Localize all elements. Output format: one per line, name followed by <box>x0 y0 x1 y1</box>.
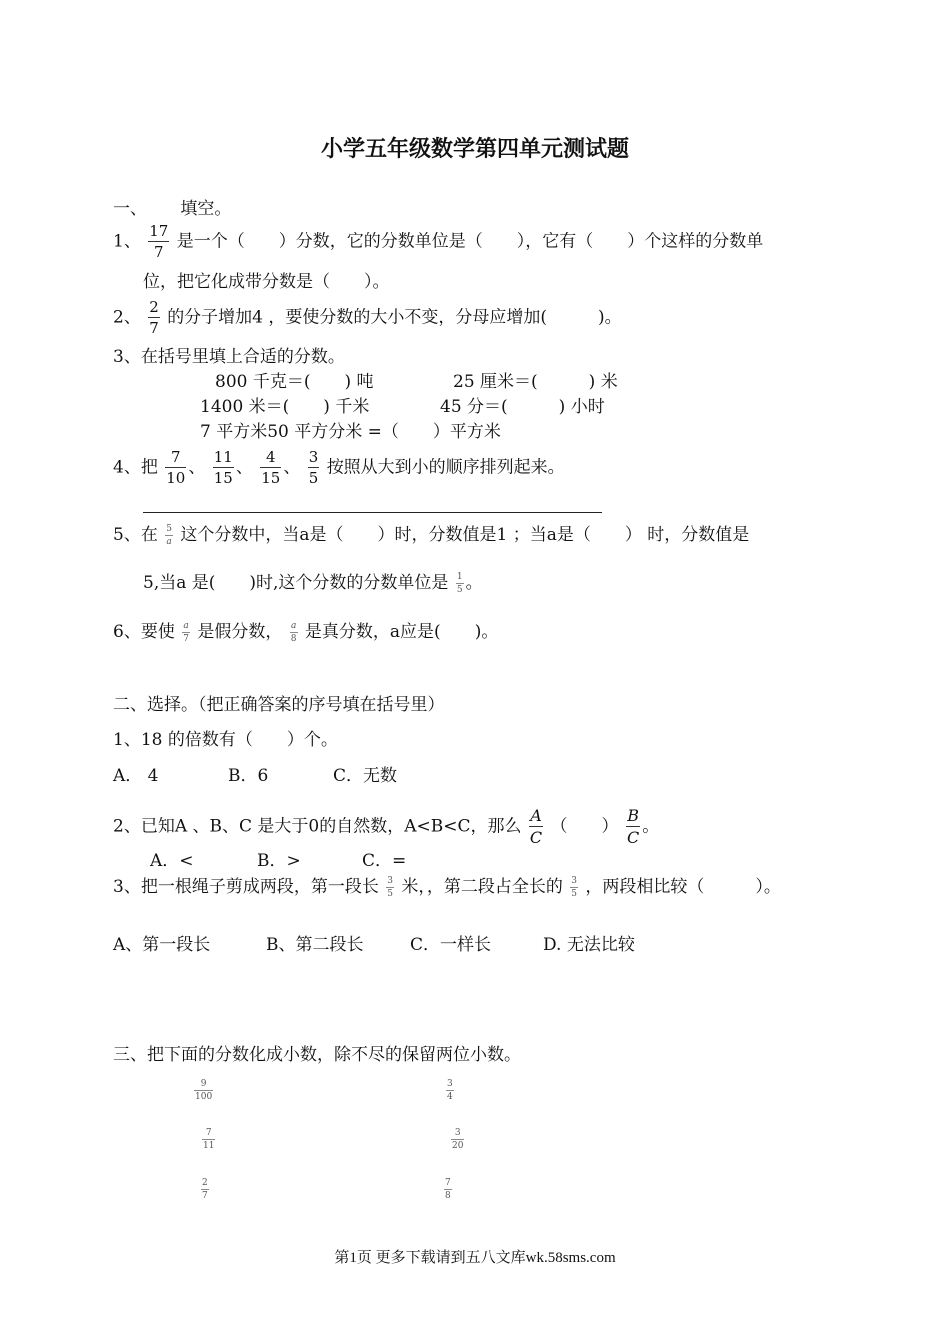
fraction-b-c: $\frac{B}{C}$ <box>626 806 640 847</box>
q1-text-b: 位，把它化成带分数是（ ）。 <box>143 272 390 292</box>
q4-sep-2: 、 <box>235 457 253 478</box>
s3-fraction-7-11: $\frac{7}{11}$ <box>203 1128 215 1151</box>
s3-fraction-2-7: $\frac{2}{7}$ <box>202 1178 208 1201</box>
s2-question-2 <box>113 808 659 846</box>
s2-q2-end: 。 <box>642 816 660 837</box>
q6-suffix: 是真分数，a应是( )。 <box>304 622 499 642</box>
s2-q3-option-b: B、第二段长 <box>266 935 364 955</box>
section1-heading <box>113 198 231 220</box>
q4-suffix: 按照从大到小的顺序排列起来。 <box>326 457 565 478</box>
q6-mid: 是假分数， <box>197 622 283 642</box>
s2-q2-option-a: A．< <box>150 851 194 871</box>
fraction-4-15: $\frac{4}{15}$ <box>261 448 281 487</box>
s2-q1-option-c: C．无数 <box>333 766 398 786</box>
s2-question-3 <box>113 876 781 899</box>
q5-prefix: 5、在 <box>113 525 158 545</box>
s1-question-1 <box>113 224 763 260</box>
fraction-3-5: $\frac{3}{5}$ <box>308 448 319 487</box>
s2-q3-text-a: 3、把一根绳子剪成两段，第一段长 <box>113 877 379 897</box>
s2-q3-text-b: 米，，第二段占全长的 <box>401 877 563 897</box>
s3-fraction-9-100: $\frac{9}{100}$ <box>195 1079 213 1102</box>
q3-row1-b: 25 厘米＝( ) 米 <box>453 372 618 392</box>
s2-q3-option-a: A、第一段长 <box>113 935 211 955</box>
s2-q2-blank: （ ） <box>550 816 619 837</box>
fraction-3-5-share: $\frac{3}{5}$ <box>571 875 578 899</box>
q3-row2-b: 45 分＝( ) 小时 <box>440 397 605 417</box>
q5-line-2 <box>143 572 483 595</box>
section1-heading-text: 填空。 <box>180 199 232 219</box>
q4-sep-3: 、 <box>283 457 301 478</box>
section1-heading-num: 一、 <box>113 199 147 219</box>
q2-text: 的分子增加4 ，要使分数的大小不变，分母应增加( )。 <box>167 307 622 328</box>
s3-fraction-7-8: $\frac{7}{8}$ <box>445 1178 451 1201</box>
q3-row3: 7 平方米50 平方分米 =（ ）平方米 <box>200 422 501 442</box>
page-title: 小学五年级数学第四单元测试题 <box>320 137 629 162</box>
q3-row1-a: 800 千克＝( ) 吨 <box>215 372 374 392</box>
fraction-17-7: $\frac{17}{7}$ <box>149 222 169 261</box>
page-footer: 第1页 更多下载请到五八文库wk.58sms.com <box>334 1250 616 1266</box>
s1-question-2 <box>113 300 622 336</box>
s2-q2-option-b: B．> <box>257 851 301 871</box>
q4-prefix: 4、把 <box>113 457 158 478</box>
s2-q2-text: 2、已知A 、B、C 是大于0的自然数，A<B<C，那么 <box>113 816 522 837</box>
q1-num: 1、 <box>113 231 141 252</box>
q5-text-b: 5,当a 是( )时,这个分数的分数单位是 <box>143 573 449 593</box>
s3-fraction-3-20: $\frac{3}{20}$ <box>452 1128 464 1151</box>
q4-sep-1: 、 <box>188 457 206 478</box>
s2-q1-option-a: A． 4 <box>113 766 159 786</box>
s2-q3-option-c: C．一样长 <box>410 935 492 955</box>
s2-q2-option-c: C．= <box>362 851 407 871</box>
s2-q1-option-b: B．6 <box>228 766 269 786</box>
s1-question-6 <box>113 621 498 644</box>
q1-text-a: 是一个（ ）分数，它的分数单位是（ ），它有（ ）个这样的分数单 <box>176 231 764 252</box>
fraction-a-8: $\frac{a}{8}$ <box>290 620 297 644</box>
fraction-5-a: $\frac{5}{a}$ <box>166 523 172 547</box>
fraction-7-10: $\frac{7}{10}$ <box>166 448 186 487</box>
q6-prefix: 6、要使 <box>113 622 175 642</box>
fraction-11-15: $\frac{11}{15}$ <box>213 448 233 487</box>
q5-end: 。 <box>465 573 483 593</box>
s1-question-3: 3、在括号里填上合适的分数。 <box>113 347 345 367</box>
q4-answer-line <box>143 512 602 513</box>
s2-q3-option-d: D. 无法比较 <box>543 935 635 955</box>
section3-heading: 三、把下面的分数化成小数，除不尽的保留两位小数。 <box>113 1045 521 1065</box>
fraction-a-7: $\frac{a}{7}$ <box>183 620 189 644</box>
s2-question-1: 1、18 的倍数有（ ）个。 <box>113 730 338 750</box>
s3-fraction-3-4: $\frac{3}{4}$ <box>447 1079 453 1102</box>
s1-question-4 <box>113 450 565 486</box>
fraction-2-7: $\frac{2}{7}$ <box>149 298 159 337</box>
fraction-1-5: $\frac{1}{5}$ <box>456 571 463 595</box>
s2-q3-text-c: ，两段相比较（ ）。 <box>585 877 781 897</box>
fraction-a-c: $\frac{A}{C}$ <box>529 806 543 847</box>
s1-question-5 <box>113 524 749 547</box>
q3-row2-a: 1400 米＝( ) 千米 <box>200 397 370 417</box>
q5-text-a: 这个分数中，当a是（ ）时，分数值是1 ；当a是（ ） 时，分数值是 <box>180 525 750 545</box>
section2-heading: 二、选择。（把正确答案的序号填在括号里） <box>113 695 445 715</box>
q2-num: 2、 <box>113 307 141 328</box>
fraction-3-5-length: $\frac{3}{5}$ <box>387 875 393 899</box>
